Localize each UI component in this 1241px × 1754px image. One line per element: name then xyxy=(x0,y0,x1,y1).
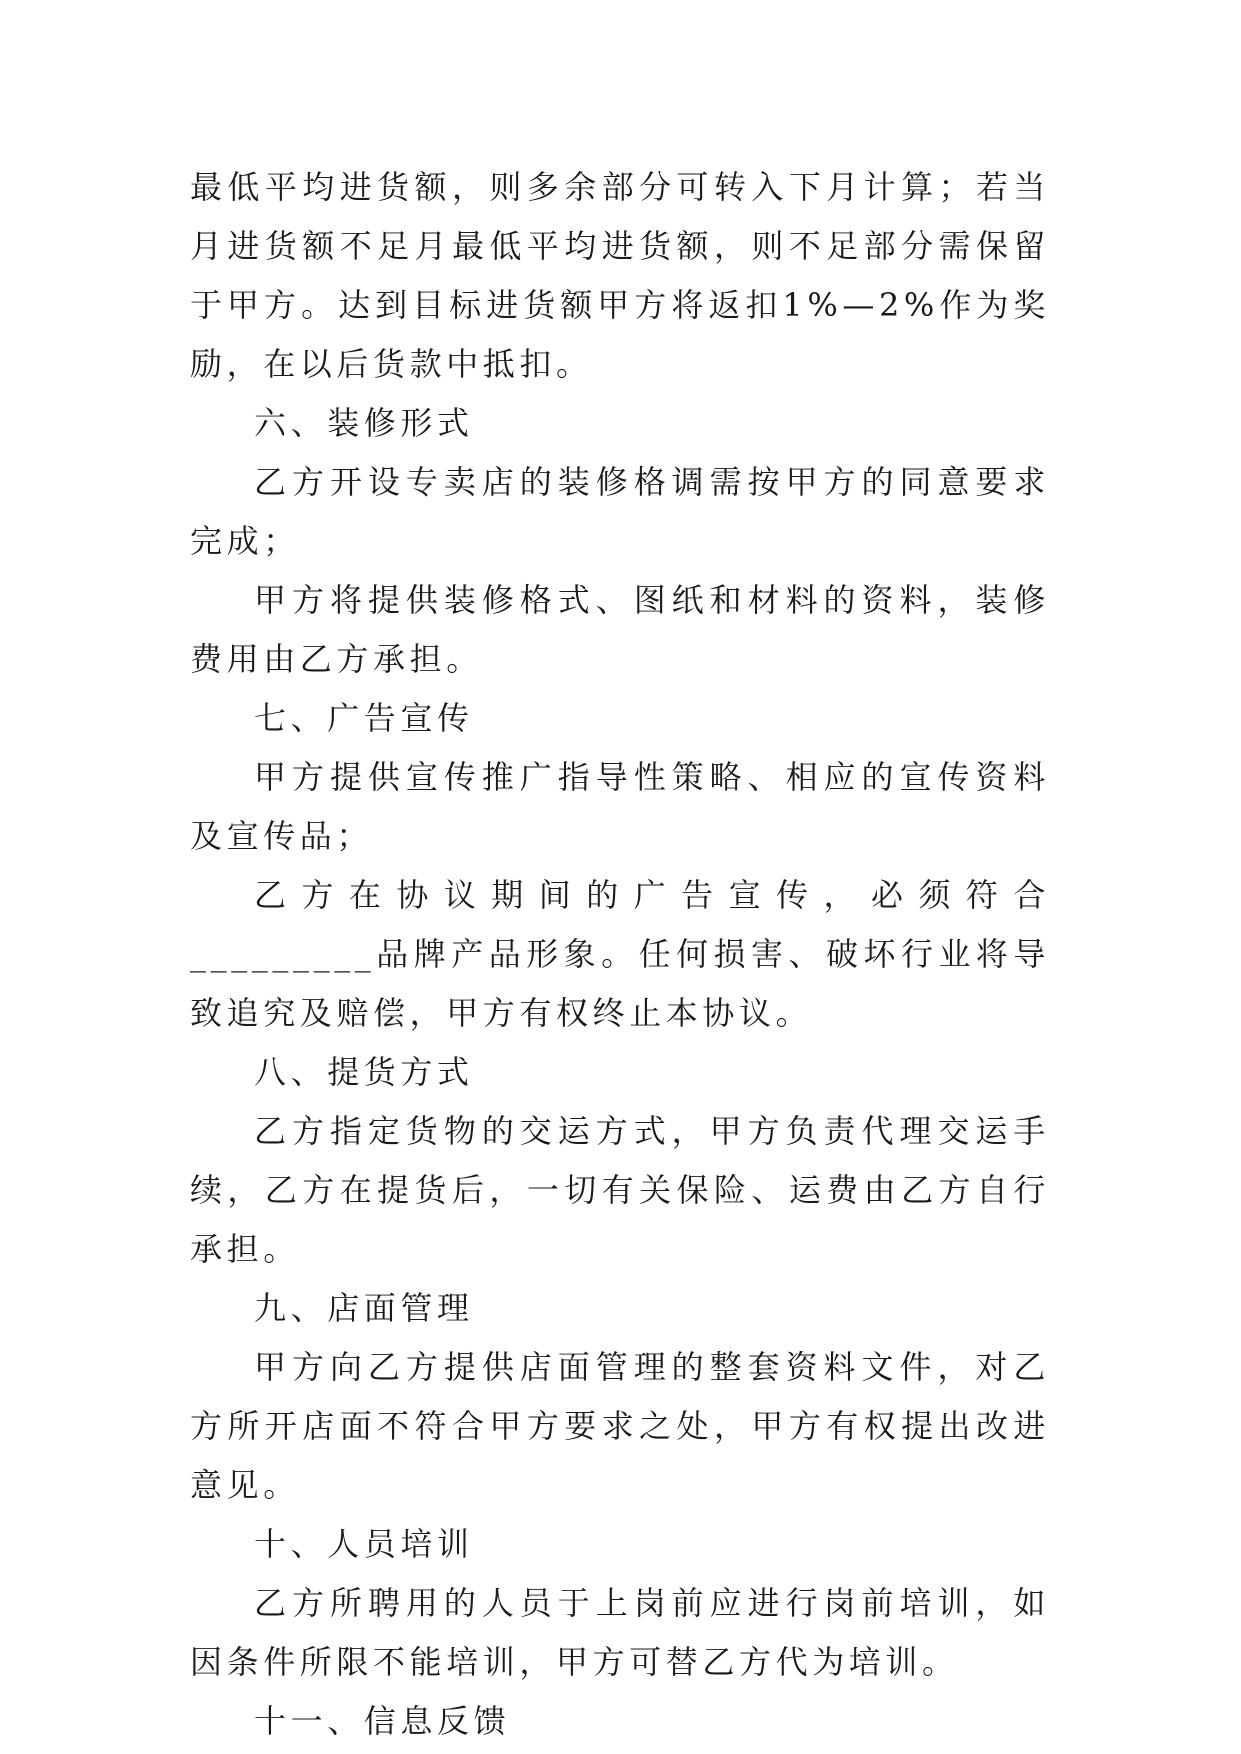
paragraph-training: 乙方所聘用的人员于上岗前应进行岗前培训，如因条件所限不能培训，甲方可替乙方代为培训。 xyxy=(190,1584,1050,1681)
paragraph-store-management: 甲方向乙方提供店面管理的整套资料文件，对乙方所开店面不符合甲方要求之处，甲方有权提出改进意见。 xyxy=(190,1348,1050,1504)
paragraph-continuation: 最低平均进货额，则多余部分可转入下月计算；若当月进货额不足月最低平均进货额，则不足部分需保留于甲方。达到目标进货额甲方将返扣1%—2%作为奖励，在以后货款中抵扣。 xyxy=(190,168,1050,383)
paragraph-advertising-materials: 甲方提供宣传推广指导性策略、相应的宣传资料及宣传品； xyxy=(190,758,1050,855)
paragraph-pickup: 乙方指定货物的交运方式，甲方负责代理交运手续，乙方在提货后，一切有关保险、运费由乙方自行承担。 xyxy=(190,1112,1050,1268)
section-heading-training: 十、人员培训 xyxy=(254,1525,474,1563)
section-heading-pickup: 八、提货方式 xyxy=(254,1053,474,1091)
section-heading-decoration: 六、装修形式 xyxy=(254,404,474,442)
section-heading-advertising: 七、广告宣传 xyxy=(254,699,474,737)
paragraph-advertising-brand: 乙方在协议期间的广告宣传，必须符合_________品牌产品形象。任何损害、破坏行业将导致追究及赔偿，甲方有权终止本协议。 xyxy=(190,876,1050,1032)
paragraph-decoration-style: 乙方开设专卖店的装修格调需按甲方的同意要求完成； xyxy=(190,463,1050,560)
section-heading-store-management: 九、店面管理 xyxy=(254,1289,474,1327)
paragraph-decoration-cost: 甲方将提供装修格式、图纸和材料的资料，装修费用由乙方承担。 xyxy=(190,581,1050,678)
section-heading-feedback: 十一、信息反馈 xyxy=(254,1702,511,1740)
document-body xyxy=(190,158,1050,1751)
